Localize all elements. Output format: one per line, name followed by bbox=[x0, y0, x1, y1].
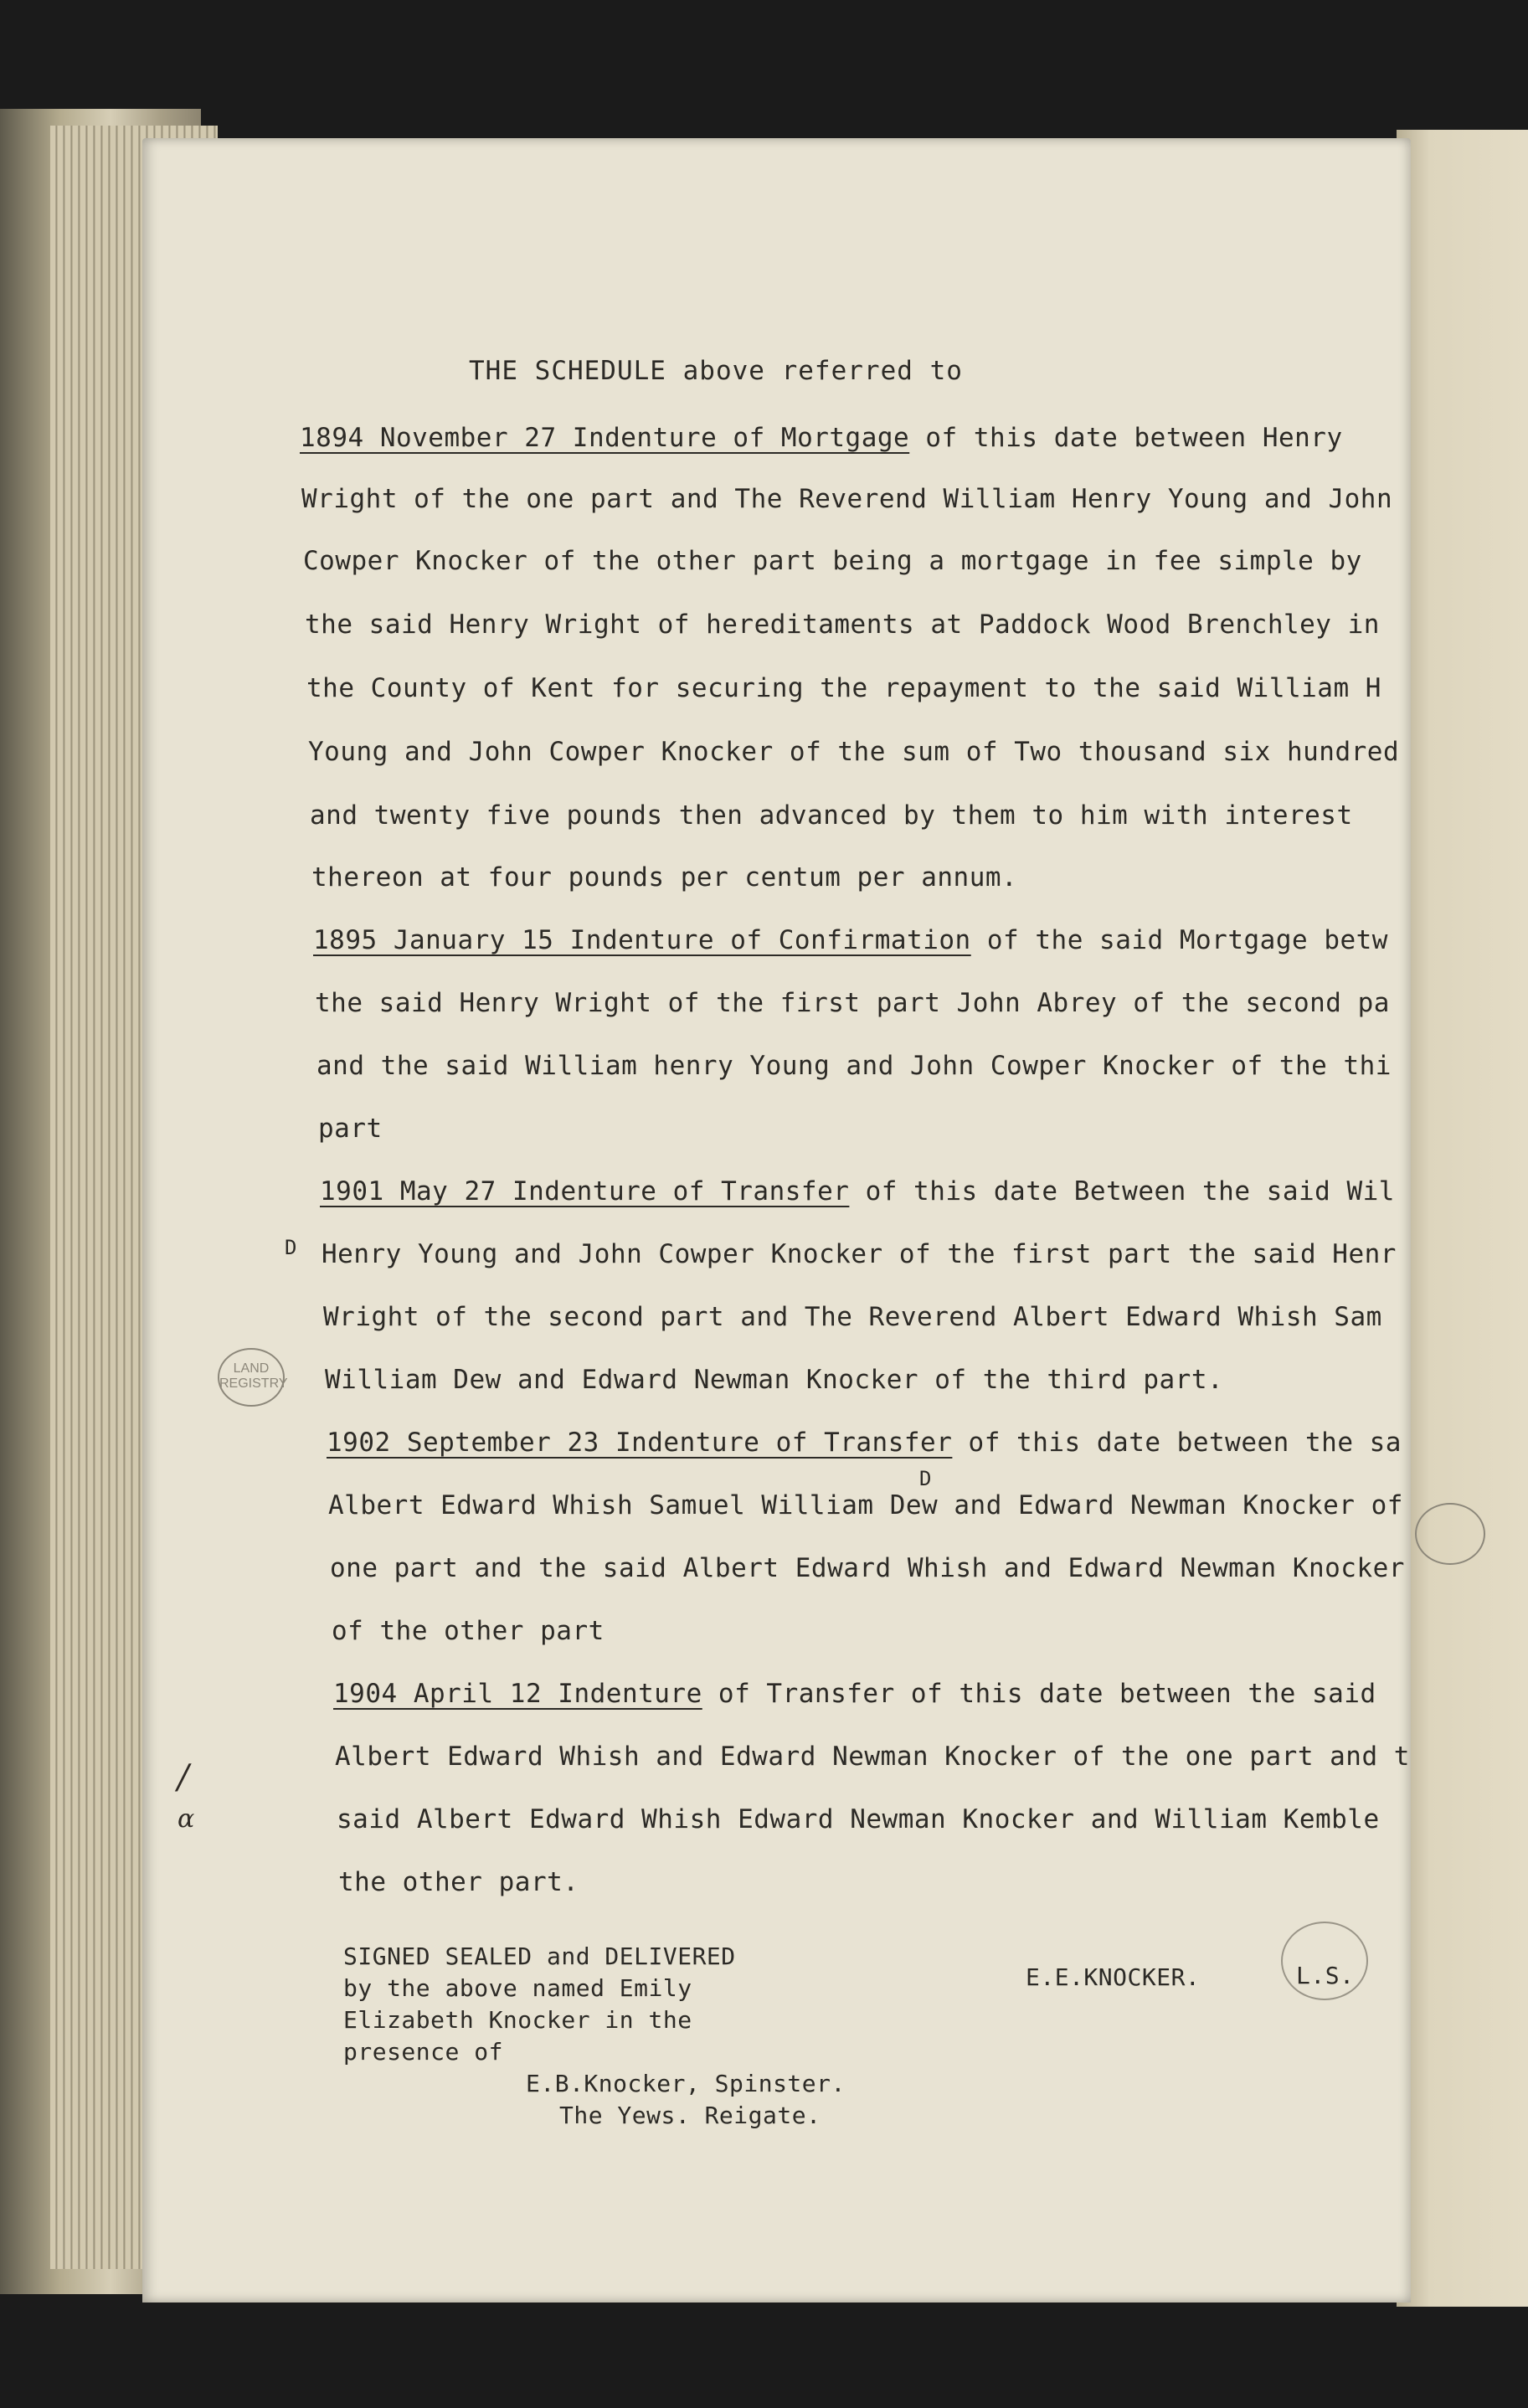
text-line bbox=[332, 1616, 605, 1646]
line-text: of this date between the sa bbox=[952, 1428, 1402, 1458]
signature-name: E.E.KNOCKER. bbox=[1026, 1963, 1201, 1991]
line-text: of Transfer of this date between the said bbox=[702, 1679, 1376, 1709]
signing-line: SIGNED SEALED and DELIVERED bbox=[343, 1942, 736, 1970]
text-line bbox=[310, 800, 1353, 831]
text-line bbox=[330, 1553, 1405, 1583]
line-text: of the other part bbox=[332, 1616, 605, 1646]
text-line bbox=[303, 546, 1362, 576]
margin-ink-mark: / bbox=[177, 1758, 189, 1797]
text-line bbox=[306, 673, 1381, 703]
text-line bbox=[327, 1428, 1402, 1458]
text-line bbox=[308, 737, 1399, 767]
text-line bbox=[313, 925, 1388, 955]
line-text: Henry Young and John Cowper Knocker of the first part the said Henr bbox=[322, 1239, 1397, 1269]
line-text: Wright of the second part and The Reverend Albert Edward Whish Sam bbox=[323, 1302, 1382, 1332]
text-line bbox=[322, 1239, 1397, 1269]
text-line bbox=[301, 484, 1392, 514]
text-line bbox=[325, 1365, 1223, 1395]
line-text: Cowper Knocker of the other part being a mortgage in fee simple by bbox=[303, 546, 1362, 576]
entry-date-title: 1902 September 23 Indenture of Transfer bbox=[327, 1428, 953, 1458]
line-text: Wright of the one part and The Reverend William Henry Young and John bbox=[301, 484, 1393, 514]
inserted-letter: D bbox=[919, 1467, 932, 1490]
signing-line: Elizabeth Knocker in the bbox=[343, 2006, 692, 2034]
text-line bbox=[318, 1114, 383, 1144]
witness-line: E.B.Knocker, Spinster. bbox=[526, 2070, 846, 2097]
line-text: and the said William henry Young and John Cowper Knocker of the thi bbox=[316, 1051, 1392, 1081]
entry-date-title: 1901 May 27 Indenture of Transfer bbox=[320, 1176, 850, 1207]
land-registry-stamp: LAND REGISTRY bbox=[218, 1348, 285, 1407]
entry-date-title: 1895 January 15 Indenture of Confirmation bbox=[313, 925, 971, 955]
text-line bbox=[300, 423, 1343, 453]
line-text: Young and John Cowper Knocker of the sum of Two thousand six hundred bbox=[308, 737, 1400, 767]
text-line bbox=[328, 1490, 1403, 1520]
line-text: Albert Edward Whish Samuel William Dew and Edward Newman Knocker of bbox=[328, 1490, 1403, 1520]
line-text: the other part. bbox=[338, 1867, 579, 1897]
entry-date-title: 1894 November 27 Indenture of Mortgage bbox=[300, 423, 910, 453]
schedule-heading: THE SCHEDULE above referred to bbox=[469, 356, 963, 386]
line-text: part bbox=[318, 1114, 383, 1144]
margin-ink-mark: α bbox=[177, 1804, 195, 1834]
text-line bbox=[320, 1176, 1395, 1207]
facing-page bbox=[1397, 130, 1528, 2307]
line-text: thereon at four pounds per centum per annum. bbox=[311, 862, 1018, 893]
text-line bbox=[311, 862, 1017, 893]
line-text: the said Henry Wright of hereditaments at Paddock Wood Brenchley in bbox=[305, 610, 1380, 640]
text-line bbox=[315, 988, 1390, 1018]
line-text: of this date Between the said Wil bbox=[849, 1176, 1395, 1207]
line-text: of this date between Henry bbox=[909, 423, 1343, 453]
document-page bbox=[142, 138, 1411, 2303]
text-line bbox=[335, 1742, 1410, 1772]
line-text: the said Henry Wright of the first part John Abrey of the second pa bbox=[315, 988, 1390, 1018]
inserted-letter: D bbox=[285, 1236, 297, 1259]
witness-line: The Yews. Reigate. bbox=[559, 2102, 821, 2129]
signing-line: presence of bbox=[343, 2038, 503, 2066]
text-line bbox=[338, 1867, 579, 1897]
seal-label: L.S. bbox=[1296, 1962, 1355, 1989]
line-text: Albert Edward Whish and Edward Newman Knocker of the one part and t bbox=[335, 1742, 1410, 1772]
text-line bbox=[316, 1051, 1392, 1081]
line-text: and twenty five pounds then advanced by them to him with interest bbox=[310, 800, 1353, 831]
text-line bbox=[305, 610, 1380, 640]
line-text: one part and the said Albert Edward Whish and Edward Newman Knocker bbox=[330, 1553, 1405, 1583]
text-line bbox=[337, 1804, 1380, 1834]
signing-line: by the above named Emily bbox=[343, 1974, 692, 2002]
line-text: said Albert Edward Whish Edward Newman Knocker and William Kemble bbox=[337, 1804, 1380, 1834]
side-stamp bbox=[1415, 1503, 1485, 1565]
line-text: of the said Mortgage betw bbox=[970, 925, 1388, 955]
line-text: William Dew and Edward Newman Knocker of the third part. bbox=[325, 1365, 1224, 1395]
entry-date-title: 1904 April 12 Indenture bbox=[333, 1679, 702, 1709]
line-text: the County of Kent for securing the repayment to the said William H bbox=[306, 673, 1381, 703]
text-line bbox=[333, 1679, 1376, 1709]
text-line bbox=[323, 1302, 1382, 1332]
